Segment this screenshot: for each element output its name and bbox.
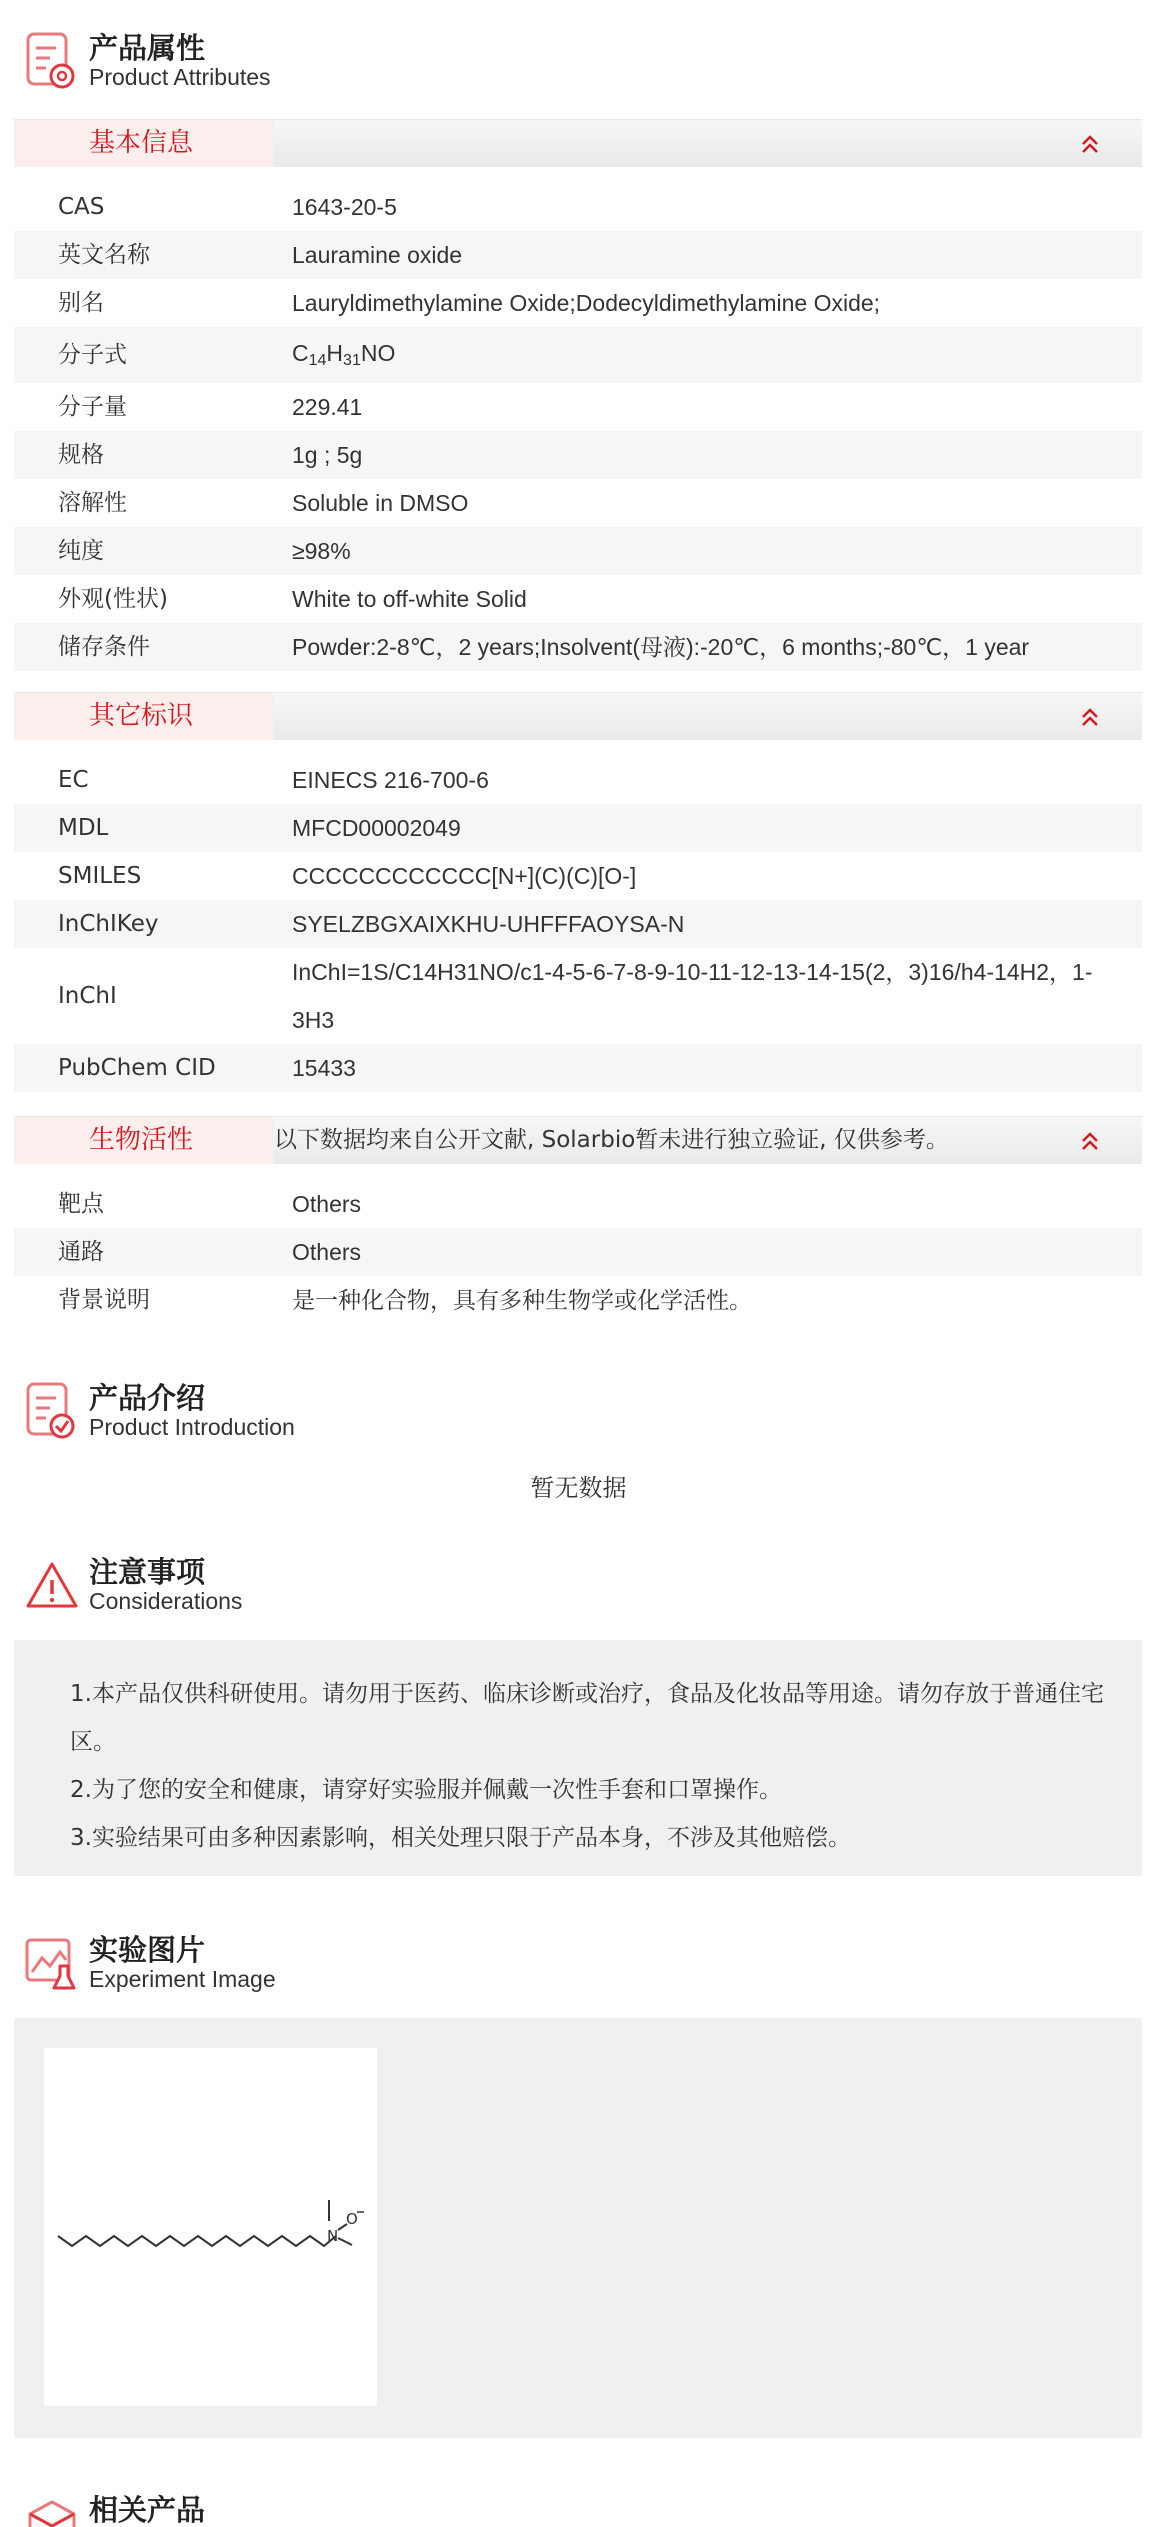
row-value: White to off-white Solid <box>292 586 527 612</box>
collapse-chevron-icon[interactable] <box>1078 1129 1102 1153</box>
row-key: 分子式 <box>58 342 127 368</box>
row-value: 是一种化合物，具有多种生物学或化学活性。 <box>292 1287 752 1313</box>
nitrogen-label: N <box>327 2227 339 2245</box>
notice-item: 2.为了您的安全和健康，请穿好实验服并佩戴一次性手套和口罩操作。 <box>70 1777 782 1803</box>
table-row <box>14 1180 1142 1228</box>
table-row <box>14 948 1142 1044</box>
row-value: 1g ; 5g <box>292 442 363 468</box>
row-key: 储存条件 <box>58 634 150 660</box>
row-value: Soluble in DMSO <box>292 490 469 516</box>
row-value: Others <box>292 1239 362 1265</box>
basic-info-band[interactable] <box>14 119 1142 167</box>
document-check-icon <box>24 1380 80 1444</box>
document-gear-icon <box>24 30 80 94</box>
table-row <box>14 183 1142 231</box>
table-row <box>14 431 1142 479</box>
row-value: Powder:2-8℃，2 years;Insolvent(母液):-20℃，6 months;-80℃，1 year <box>292 634 1030 660</box>
row-key: CAS <box>58 194 105 220</box>
collapse-chevron-icon[interactable] <box>1078 705 1102 729</box>
row-value: InChI=1S/C14H31NO/c1-4-5-6-7-8-9-10-11-12-13-14-15(2，3)16/h4-14H2，1-3H3 <box>292 959 1093 1033</box>
row-key: InChI <box>58 983 117 1009</box>
row-value: SYELZBGXAIXKHU-UHFFFAOYSA-N <box>292 911 685 937</box>
attributes-subtitle: Product Attributes <box>89 64 271 90</box>
notice-subtitle: Considerations <box>89 1588 243 1614</box>
table-row <box>14 479 1142 527</box>
notice-box <box>14 1640 1142 1876</box>
intro-heading <box>24 1376 1124 1452</box>
table-row <box>14 1228 1142 1276</box>
experiment-heading <box>24 1928 1124 2004</box>
row-key: 背景说明 <box>58 1287 150 1313</box>
table-row <box>14 575 1142 623</box>
row-value: Lauryldimethylamine Oxide;Dodecyldimethylamine Oxide; <box>292 290 881 316</box>
row-value: ≥98% <box>292 538 351 564</box>
table-row <box>14 852 1142 900</box>
notice-item: 1.本产品仅供科研使用。请勿用于医药、临床诊断或治疗，食品及化妆品等用途。请勿存放于普通住宅区。 <box>70 1681 1104 1755</box>
image-flask-icon <box>24 1932 80 1996</box>
row-key: 别名 <box>58 290 104 316</box>
table-row <box>14 527 1142 575</box>
row-key: 靶点 <box>58 1191 104 1217</box>
chemical-structure-drawing <box>44 2048 377 2406</box>
table-row <box>14 900 1142 948</box>
oxygen-label: O <box>346 2210 358 2228</box>
notice-item: 3.实验结果可由多种因素影响，相关处理只限于产品本身，不涉及其他赔偿。 <box>70 1825 851 1851</box>
bio-activity-band[interactable] <box>14 1116 1142 1164</box>
row-key: SMILES <box>58 863 142 889</box>
experiment-subtitle: Experiment Image <box>89 1966 276 1992</box>
table-row <box>14 756 1142 804</box>
row-value: CCCCCCCCCCCC[N+](C)(C)[O-] <box>292 863 637 889</box>
table-row <box>14 383 1142 431</box>
row-value: Lauramine oxide <box>292 242 463 268</box>
row-key: 外观(性状) <box>58 586 168 612</box>
table-row <box>14 623 1142 671</box>
notice-heading <box>24 1550 1124 1626</box>
related-heading <box>24 2488 1124 2527</box>
other-ids-band[interactable] <box>14 692 1142 740</box>
attributes-title: 产品属性 <box>89 31 206 65</box>
basic-info-label: 基本信息 <box>14 120 274 167</box>
formula-value: $C_{14}H_{31}NO$ <box>292 340 396 369</box>
notice-title: 注意事项 <box>89 1555 206 1589</box>
row-value: 1643-20-5 <box>292 194 397 220</box>
bio-activity-label: 生物活性 <box>14 1117 274 1164</box>
table-row <box>14 231 1142 279</box>
row-value: 229.41 <box>292 394 363 420</box>
row-key: 规格 <box>58 442 104 468</box>
row-key: 通路 <box>58 1239 104 1265</box>
table-row <box>14 1276 1142 1324</box>
table-row <box>14 327 1142 383</box>
row-key: 纯度 <box>58 538 104 564</box>
row-key: MDL <box>58 815 109 841</box>
warning-icon <box>24 1554 80 1618</box>
experiment-image-area <box>14 2018 1142 2438</box>
row-value: 15433 <box>292 1055 356 1081</box>
row-value: EINECS 216-700-6 <box>292 767 489 793</box>
structure-image[interactable] <box>44 2048 377 2406</box>
experiment-title: 实验图片 <box>89 1933 206 1967</box>
row-key: EC <box>58 767 89 793</box>
row-value: MFCD00002049 <box>292 815 461 841</box>
box-icon <box>24 2492 80 2527</box>
table-row <box>14 1044 1142 1092</box>
bio-disclaimer: 以下数据均来自公开文献, Solarbio暂未进行独立验证, 仅供参考。 <box>274 1127 949 1153</box>
intro-title: 产品介绍 <box>89 1381 206 1415</box>
row-key: 溶解性 <box>58 490 127 516</box>
intro-subtitle: Product Introduction <box>89 1414 295 1440</box>
row-key: PubChem CID <box>58 1055 216 1081</box>
attributes-heading <box>24 26 1124 102</box>
collapse-chevron-icon[interactable] <box>1078 132 1102 156</box>
row-key: InChIKey <box>58 911 159 937</box>
row-value: Others <box>292 1191 362 1217</box>
row-key: 英文名称 <box>58 242 150 268</box>
intro-empty-text: 暂无数据 <box>530 1474 627 1502</box>
row-key: 分子量 <box>58 394 127 420</box>
table-row <box>14 279 1142 327</box>
related-title: 相关产品 <box>89 2493 206 2527</box>
table-row <box>14 804 1142 852</box>
other-ids-label: 其它标识 <box>14 693 274 740</box>
